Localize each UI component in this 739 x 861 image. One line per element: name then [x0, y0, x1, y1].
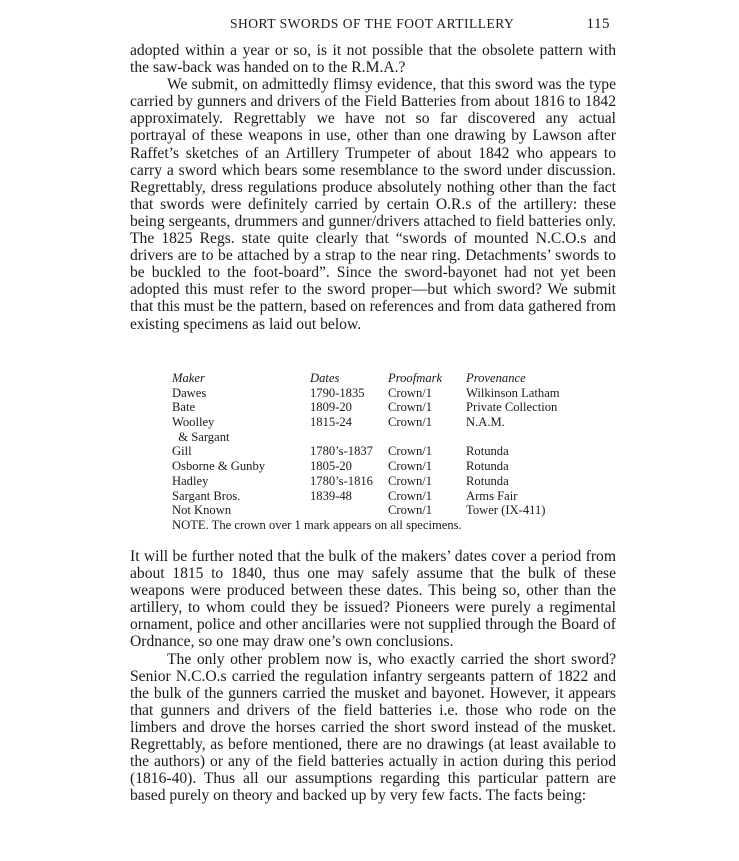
table-row: [172, 386, 612, 401]
cell-dates: 1780’s-1837: [310, 444, 373, 459]
cell-proofmark: Crown/1: [388, 503, 433, 518]
table-row: [172, 489, 612, 504]
column-header-provenance: Provenance: [466, 371, 526, 385]
cell-maker: & Sargant: [172, 429, 230, 444]
cell-dates: [310, 430, 388, 445]
paragraph: The only other problem now is, who exactly carried the short sword? Senior N.C.O.s carried the regulation infantry sergeants pattern of 1822 and the bulk of the gunners carried the musket and bayonet. However, it appears that gunners and drivers of the field batteries i.e. those who rode on the limbers and drove the horses carried the short sword instead of the musket. Regrettably, as before mentioned, there are no drawings (at least available to the authors) or any of the field batteries actually in action during this period (1816-40). Thus all our assumptions regarding this particular pattern are based purely on theory and backed up by very few facts. The facts being:: [130, 650, 616, 805]
cell-provenance: [466, 430, 612, 445]
cell-proofmark: Crown/1: [388, 415, 433, 430]
cell-maker: Osborne & Gunby: [172, 459, 266, 474]
cell-proofmark: Crown/1: [388, 400, 433, 415]
cell-maker: Not Known: [172, 503, 232, 518]
cell-provenance: Rotunda: [466, 473, 509, 488]
cell-provenance: Wilkinson Latham: [466, 385, 560, 400]
cell-dates: 1805-20: [310, 459, 352, 474]
cell-maker: Woolley: [172, 415, 215, 430]
table-note: NOTE. The crown over 1 mark appears on all specimens.: [172, 517, 462, 532]
cell-maker: Dawes: [172, 385, 207, 400]
cell-provenance: Arms Fair: [466, 488, 518, 503]
table-row: [172, 430, 612, 445]
cell-provenance: Rotunda: [466, 459, 509, 474]
column-header-maker: Maker: [172, 371, 205, 385]
table-row: [172, 444, 612, 459]
cell-provenance: Tower (IX-411): [466, 503, 546, 518]
table-row: [172, 400, 612, 415]
column-header-proofmark: Proofmark: [388, 371, 443, 385]
table-row: [172, 503, 612, 518]
cell-provenance: Private Collection: [466, 400, 558, 415]
cell-proofmark: Crown/1: [388, 473, 433, 488]
table-header-row: [172, 371, 612, 386]
cell-dates: 1790-1835: [310, 385, 365, 400]
running-title: SHORT SWORDS OF THE FOOT ARTILLERY: [230, 16, 515, 31]
cell-maker: Sargant Bros.: [172, 488, 241, 503]
cell-provenance: N.A.M.: [466, 415, 505, 430]
cell-maker: Hadley: [172, 473, 209, 488]
cell-dates: 1780’s-1816: [310, 473, 373, 488]
table-row: [172, 459, 612, 474]
makers-table: [172, 371, 612, 533]
cell-dates: 1809-20: [310, 400, 352, 415]
cell-maker: Gill: [172, 444, 192, 459]
body-text-bottom: [130, 548, 616, 804]
cell-proofmark: Crown/1: [388, 444, 433, 459]
paragraph: We submit, on admittedly flimsy evidence, that this sword was the type carried by gunners and drivers of the Field Batteries from about 1816 to 1842 approximately. Regrettably we have not so far discovered any actual portrayal of these weapons in use, other than one drawing by Lawson after Raffet’s sketches of an Artillery Trumpeter of about 1842 who appears to carry a sword which bears some resemblance to the sword under discussion. Regrettably, dress regulations produce absolutely nothing other than the fact that swords were definitely carried by certain O.R.s of the artillery: these being sergeants, drummers and gunner/drivers attached to field batteries only. The 1825 Regs. state quite clearly that “swords of mounted N.C.O.s and drivers are to be attached by a strap to the near ring. Detachments’ swords to be buckled to the foot-board”. Since the sword-bayonet had not yet been adopted this must refer to the sword proper—but which sword? We submit that this must be the pattern, based on references and from data gathered from existing specimens as laid out below.: [130, 76, 616, 333]
cell-dates: 1815-24: [310, 415, 352, 430]
paragraph: adopted within a year or so, is it not possible that the obsolete pattern with the saw-back was handed on to the R.M.A.?: [130, 42, 616, 77]
paragraph: It will be further noted that the bulk of the makers’ dates cover a period from about 1815 to 1840, thus one may safely assume that the bulk of these weapons were produced between these dates. This being so, other than the artillery, to whom could they be issued? Pioneers were purely a regimental ornament, police and other ancillaries were not supplied through the Board of Ordnance, so one may draw one’s own conclusions.: [130, 548, 616, 651]
cell-maker: Bate: [172, 400, 196, 415]
cell-provenance: Rotunda: [466, 444, 509, 459]
cell-proofmark: Crown/1: [388, 459, 433, 474]
cell-dates: [310, 503, 388, 518]
table-row: [172, 415, 612, 430]
cell-proofmark: [388, 430, 466, 445]
body-text-top: [130, 42, 616, 333]
column-header-dates: Dates: [310, 371, 340, 385]
page-number: 115: [586, 16, 610, 32]
table-body: [172, 386, 612, 518]
table-row: [172, 474, 612, 489]
cell-dates: 1839-48: [310, 488, 352, 503]
cell-proofmark: Crown/1: [388, 385, 433, 400]
cell-proofmark: Crown/1: [388, 488, 433, 503]
